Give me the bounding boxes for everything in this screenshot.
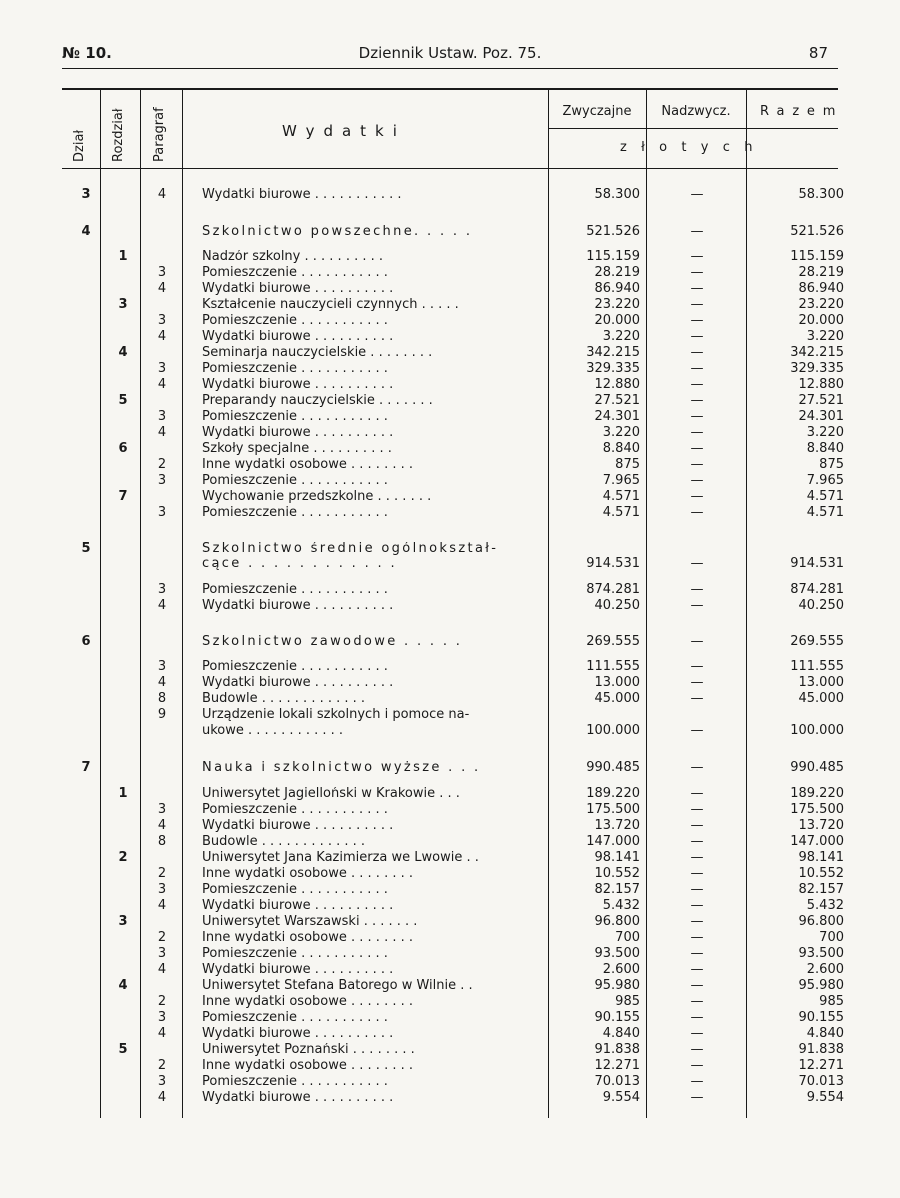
amount-razem: 12.271 [798, 1058, 844, 1073]
dzial-number: 6 [81, 634, 91, 649]
amount-razem: 342.215 [790, 345, 844, 360]
paragraf-number: 4 [157, 898, 167, 913]
amount-nadzwycz: — [690, 297, 704, 312]
row-description: Uniwersytet Jagielloński w Krakowie . . . [202, 787, 460, 801]
amount-nadzwycz: — [690, 505, 704, 520]
amount-nadzwycz: — [690, 946, 704, 961]
amount-razem: 58.300 [798, 187, 844, 202]
row-description: Pomieszczenie . . . . . . . . . . . [202, 803, 388, 817]
row-description: Uniwersytet Poznański . . . . . . . . [202, 1043, 415, 1057]
rozdzial-number: 1 [118, 249, 128, 264]
row-description: Inne wydatki osobowe . . . . . . . . [202, 1059, 413, 1073]
amount-zwyczajne: 91.838 [594, 1042, 640, 1057]
section-title: Szkolnictwo zawodowe . . . . . [202, 635, 463, 649]
amount-razem: 147.000 [790, 834, 844, 849]
amount-zwyczajne: 4.571 [602, 489, 640, 504]
amount-nadzwycz: — [690, 962, 704, 977]
col-header-paragraf: Paragraf [152, 107, 167, 162]
row-description: Wydatki biurowe . . . . . . . . . . [202, 378, 394, 392]
amount-zwyczajne: 189.220 [586, 786, 640, 801]
paragraf-number: 4 [157, 598, 167, 613]
section-title: Szkolnictwo średnie ogólnokształ- [202, 542, 499, 556]
row-description: Kształcenie nauczycieli czynnych . . . . . [202, 298, 459, 312]
amount-razem: 13.720 [798, 818, 844, 833]
amount-nadzwycz: — [690, 345, 704, 360]
dzial-number: 3 [81, 187, 91, 202]
amount-nadzwycz: — [690, 1074, 704, 1089]
amount-zwyczajne: 4.840 [602, 1026, 640, 1041]
paragraf-number: 3 [157, 505, 167, 520]
amount-zwyczajne: 28.219 [594, 265, 640, 280]
paragraf-number: 2 [157, 866, 167, 881]
amount-razem: 189.220 [790, 786, 844, 801]
amount-zwyczajne: 4.571 [602, 505, 640, 520]
amount-nadzwycz: — [690, 457, 704, 472]
row-description: Pomieszczenie . . . . . . . . . . . [202, 583, 388, 597]
row-description: Wydatki biurowe . . . . . . . . . . [202, 282, 394, 296]
paragraf-number: 4 [157, 329, 167, 344]
amount-razem: 23.220 [798, 297, 844, 312]
amount-zwyczajne: 269.555 [586, 634, 640, 649]
col-header-zwyczajne: Zwyczajne [562, 104, 632, 119]
paragraf-number: 3 [157, 1010, 167, 1025]
amount-razem: 95.980 [798, 978, 844, 993]
amount-razem: 521.526 [790, 224, 844, 239]
amount-nadzwycz: — [690, 556, 704, 571]
currency-divider [548, 128, 838, 129]
amount-zwyczajne: 10.552 [594, 866, 640, 881]
amount-razem: 5.432 [806, 898, 844, 913]
amount-razem: 28.219 [798, 265, 844, 280]
rozdzial-number: 1 [118, 786, 128, 801]
amount-nadzwycz: — [690, 691, 704, 706]
amount-razem: 115.159 [790, 249, 844, 264]
amount-razem: 3.220 [806, 425, 844, 440]
amount-nadzwycz: — [690, 760, 704, 775]
amount-razem: 4.840 [806, 1026, 844, 1041]
rozdzial-number: 3 [118, 914, 128, 929]
amount-nadzwycz: — [690, 1058, 704, 1073]
amount-razem: 985 [819, 994, 844, 1009]
paragraf-number: 4 [157, 425, 167, 440]
amount-zwyczajne: 82.157 [594, 882, 640, 897]
amount-razem: 329.335 [790, 361, 844, 376]
amount-zwyczajne: 2.600 [602, 962, 640, 977]
amount-zwyczajne: 58.300 [594, 187, 640, 202]
amount-razem: 8.840 [806, 441, 844, 456]
row-description: Wydatki biurowe . . . . . . . . . . [202, 1027, 394, 1041]
section-title: Szkolnictwo powszechne. . . . . [202, 225, 473, 239]
page-number: 87 [808, 44, 828, 62]
amount-zwyczajne: 100.000 [586, 723, 640, 738]
amount-razem: 45.000 [798, 691, 844, 706]
amount-razem: 9.554 [806, 1090, 844, 1105]
amount-nadzwycz: — [690, 361, 704, 376]
amount-razem: 90.155 [798, 1010, 844, 1025]
row-description: Budowle . . . . . . . . . . . . . [202, 692, 366, 706]
amount-nadzwycz: — [690, 659, 704, 674]
amount-zwyczajne: 86.940 [594, 281, 640, 296]
amount-razem: 96.800 [798, 914, 844, 929]
amount-razem: 990.485 [790, 760, 844, 775]
amount-zwyczajne: 342.215 [586, 345, 640, 360]
amount-nadzwycz: — [690, 377, 704, 392]
row-description: Uniwersytet Warszawski . . . . . . . [202, 915, 418, 929]
amount-razem: 875 [819, 457, 844, 472]
row-description: Preparandy nauczycielskie . . . . . . . [202, 394, 433, 408]
dzial-number: 7 [81, 760, 91, 775]
paragraf-number: 9 [157, 707, 167, 722]
amount-razem: 70.013 [798, 1074, 844, 1089]
amount-zwyczajne: 875 [615, 457, 640, 472]
row-description: ukowe . . . . . . . . . . . . [202, 724, 344, 738]
amount-zwyczajne: 329.335 [586, 361, 640, 376]
paragraf-number: 4 [157, 377, 167, 392]
amount-zwyczajne: 95.980 [594, 978, 640, 993]
amount-zwyczajne: 9.554 [602, 1090, 640, 1105]
amount-zwyczajne: 13.000 [594, 675, 640, 690]
amount-zwyczajne: 23.220 [594, 297, 640, 312]
amount-nadzwycz: — [690, 473, 704, 488]
amount-nadzwycz: — [690, 882, 704, 897]
paragraf-number: 2 [157, 457, 167, 472]
amount-razem: 40.250 [798, 598, 844, 613]
col-header-dzial: Dział [72, 129, 87, 162]
amount-zwyczajne: 5.432 [602, 898, 640, 913]
amount-razem: 100.000 [790, 723, 844, 738]
row-description: Wydatki biurowe . . . . . . . . . . [202, 899, 394, 913]
col-divider-rozdzial [140, 88, 141, 1118]
paragraf-number: 3 [157, 265, 167, 280]
amount-zwyczajne: 175.500 [586, 802, 640, 817]
rozdzial-number: 6 [118, 441, 128, 456]
col-header-wydatki: Wydatki [282, 122, 406, 140]
paragraf-number: 4 [157, 187, 167, 202]
row-description: Pomieszczenie . . . . . . . . . . . [202, 314, 388, 328]
paragraf-number: 2 [157, 930, 167, 945]
row-description: Budowle . . . . . . . . . . . . . [202, 835, 366, 849]
row-description: Pomieszczenie . . . . . . . . . . . [202, 1075, 388, 1089]
amount-nadzwycz: — [690, 224, 704, 239]
amount-razem: 874.281 [790, 582, 844, 597]
amount-razem: 175.500 [790, 802, 844, 817]
rozdzial-number: 4 [118, 978, 128, 993]
amount-zwyczajne: 521.526 [586, 224, 640, 239]
row-description: Uniwersytet Stefana Batorego w Wilnie . . [202, 979, 473, 993]
paragraf-number: 3 [157, 582, 167, 597]
amount-razem: 24.301 [798, 409, 844, 424]
paragraf-number: 2 [157, 1058, 167, 1073]
row-description: Wydatki biurowe . . . . . . . . . . [202, 599, 394, 613]
amount-nadzwycz: — [690, 265, 704, 280]
amount-zwyczajne: 27.521 [594, 393, 640, 408]
row-description: Wydatki biurowe . . . . . . . . . . . [202, 188, 402, 202]
row-description: Nadzór szkolny . . . . . . . . . . [202, 250, 384, 264]
rozdzial-number: 5 [118, 393, 128, 408]
amount-zwyczajne: 20.000 [594, 313, 640, 328]
col-header-rozdzial: Rozdział [111, 108, 126, 162]
amount-nadzwycz: — [690, 425, 704, 440]
amount-razem: 82.157 [798, 882, 844, 897]
amount-razem: 2.600 [806, 962, 844, 977]
amount-nadzwycz: — [690, 313, 704, 328]
row-description: Wydatki biurowe . . . . . . . . . . [202, 426, 394, 440]
paragraf-number: 4 [157, 281, 167, 296]
amount-razem: 269.555 [790, 634, 844, 649]
col-divider-paragraf [182, 88, 183, 1118]
amount-nadzwycz: — [690, 818, 704, 833]
amount-razem: 91.838 [798, 1042, 844, 1057]
row-description: Pomieszczenie . . . . . . . . . . . [202, 266, 388, 280]
amount-razem: 12.880 [798, 377, 844, 392]
amount-zwyczajne: 147.000 [586, 834, 640, 849]
amount-razem: 3.220 [806, 329, 844, 344]
amount-zwyczajne: 70.013 [594, 1074, 640, 1089]
amount-zwyczajne: 13.720 [594, 818, 640, 833]
col-header-razem: Razem [760, 104, 844, 119]
amount-razem: 10.552 [798, 866, 844, 881]
col-header-nadzwycz: Nadzwycz. [661, 104, 731, 119]
amount-zwyczajne: 7.965 [602, 473, 640, 488]
row-description: Wydatki biurowe . . . . . . . . . . [202, 1091, 394, 1105]
rozdzial-number: 2 [118, 850, 128, 865]
row-description: Pomieszczenie . . . . . . . . . . . [202, 362, 388, 376]
amount-nadzwycz: — [690, 187, 704, 202]
amount-razem: 4.571 [806, 489, 844, 504]
amount-nadzwycz: — [690, 634, 704, 649]
amount-razem: 27.521 [798, 393, 844, 408]
amount-razem: 93.500 [798, 946, 844, 961]
row-description: Pomieszczenie . . . . . . . . . . . [202, 410, 388, 424]
col-divider-zwyczajne [646, 88, 647, 1118]
amount-zwyczajne: 12.880 [594, 377, 640, 392]
paragraf-number: 3 [157, 409, 167, 424]
amount-nadzwycz: — [690, 978, 704, 993]
row-description: Inne wydatki osobowe . . . . . . . . [202, 931, 413, 945]
amount-razem: 4.571 [806, 505, 844, 520]
amount-nadzwycz: — [690, 249, 704, 264]
amount-nadzwycz: — [690, 850, 704, 865]
amount-nadzwycz: — [690, 329, 704, 344]
row-description: Wydatki biurowe . . . . . . . . . . [202, 676, 394, 690]
amount-nadzwycz: — [690, 409, 704, 424]
row-description: Pomieszczenie . . . . . . . . . . . [202, 1011, 388, 1025]
amount-nadzwycz: — [690, 723, 704, 738]
amount-nadzwycz: — [690, 1090, 704, 1105]
amount-razem: 98.141 [798, 850, 844, 865]
amount-zwyczajne: 45.000 [594, 691, 640, 706]
amount-zwyczajne: 90.155 [594, 1010, 640, 1025]
issue-number: № 10. [62, 44, 112, 62]
amount-zwyczajne: 12.271 [594, 1058, 640, 1073]
amount-zwyczajne: 98.141 [594, 850, 640, 865]
amount-nadzwycz: — [690, 582, 704, 597]
paragraf-number: 4 [157, 962, 167, 977]
amount-zwyczajne: 8.840 [602, 441, 640, 456]
amount-zwyczajne: 985 [615, 994, 640, 1009]
paragraf-number: 4 [157, 675, 167, 690]
paragraf-number: 3 [157, 313, 167, 328]
amount-razem: 700 [819, 930, 844, 945]
amount-zwyczajne: 3.220 [602, 329, 640, 344]
amount-nadzwycz: — [690, 1010, 704, 1025]
header-bottom-rule [62, 168, 838, 169]
paragraf-number: 2 [157, 994, 167, 1009]
journal-title: Dziennik Ustaw. Poz. 75. [358, 44, 542, 62]
header-rule [62, 68, 838, 69]
col-header-unit: złotych [620, 140, 767, 155]
row-description: Pomieszczenie . . . . . . . . . . . [202, 506, 388, 520]
amount-zwyczajne: 40.250 [594, 598, 640, 613]
page-header [0, 44, 900, 66]
row-description: Pomieszczenie . . . . . . . . . . . [202, 947, 388, 961]
amount-razem: 111.555 [790, 659, 844, 674]
paragraf-number: 4 [157, 1026, 167, 1041]
row-description: Wychowanie przedszkolne . . . . . . . [202, 490, 432, 504]
paragraf-number: 3 [157, 361, 167, 376]
row-description: Uniwersytet Jana Kazimierza we Lwowie . . [202, 851, 479, 865]
row-description: Inne wydatki osobowe . . . . . . . . [202, 995, 413, 1009]
row-description: Wydatki biurowe . . . . . . . . . . [202, 330, 394, 344]
amount-nadzwycz: — [690, 930, 704, 945]
amount-nadzwycz: — [690, 675, 704, 690]
paragraf-number: 4 [157, 818, 167, 833]
row-description: Wydatki biurowe . . . . . . . . . . [202, 819, 394, 833]
paragraf-number: 3 [157, 946, 167, 961]
amount-nadzwycz: — [690, 994, 704, 1009]
amount-nadzwycz: — [690, 489, 704, 504]
amount-razem: 13.000 [798, 675, 844, 690]
row-description: Inne wydatki osobowe . . . . . . . . [202, 458, 413, 472]
row-description: Wydatki biurowe . . . . . . . . . . [202, 963, 394, 977]
paragraf-number: 4 [157, 1090, 167, 1105]
row-description: Pomieszczenie . . . . . . . . . . . [202, 883, 388, 897]
amount-nadzwycz: — [690, 898, 704, 913]
row-description: Pomieszczenie . . . . . . . . . . . [202, 474, 388, 488]
amount-nadzwycz: — [690, 1042, 704, 1057]
row-description: Seminarja nauczycielskie . . . . . . . . [202, 346, 433, 360]
amount-zwyczajne: 700 [615, 930, 640, 945]
paragraf-number: 8 [157, 834, 167, 849]
amount-zwyczajne: 115.159 [586, 249, 640, 264]
amount-razem: 914.531 [790, 556, 844, 571]
paragraf-number: 8 [157, 691, 167, 706]
row-description: Szkoły specjalne . . . . . . . . . . [202, 442, 392, 456]
amount-zwyczajne: 3.220 [602, 425, 640, 440]
amount-razem: 7.965 [806, 473, 844, 488]
rozdzial-number: 3 [118, 297, 128, 312]
row-description: Urządzenie lokali szkolnych i pomoce na- [202, 708, 470, 722]
amount-zwyczajne: 874.281 [586, 582, 640, 597]
paragraf-number: 3 [157, 473, 167, 488]
rozdzial-number: 4 [118, 345, 128, 360]
amount-nadzwycz: — [690, 281, 704, 296]
row-description: Pomieszczenie . . . . . . . . . . . [202, 660, 388, 674]
amount-nadzwycz: — [690, 802, 704, 817]
paragraf-number: 3 [157, 659, 167, 674]
amount-zwyczajne: 93.500 [594, 946, 640, 961]
amount-nadzwycz: — [690, 834, 704, 849]
amount-razem: 20.000 [798, 313, 844, 328]
amount-nadzwycz: — [690, 866, 704, 881]
paragraf-number: 3 [157, 802, 167, 817]
amount-nadzwycz: — [690, 914, 704, 929]
amount-nadzwycz: — [690, 1026, 704, 1041]
col-divider-nadzwycz [746, 88, 747, 1118]
amount-nadzwycz: — [690, 598, 704, 613]
paragraf-number: 3 [157, 1074, 167, 1089]
rozdzial-number: 5 [118, 1042, 128, 1057]
amount-nadzwycz: — [690, 441, 704, 456]
amount-nadzwycz: — [690, 786, 704, 801]
amount-zwyczajne: 96.800 [594, 914, 640, 929]
dzial-number: 5 [81, 541, 91, 556]
rozdzial-number: 7 [118, 489, 128, 504]
amount-nadzwycz: — [690, 393, 704, 408]
section-title: cące . . . . . . . . . . . . [202, 557, 397, 571]
table-top-rule [62, 88, 838, 90]
amount-zwyczajne: 914.531 [586, 556, 640, 571]
amount-razem: 86.940 [798, 281, 844, 296]
paragraf-number: 3 [157, 882, 167, 897]
amount-zwyczajne: 990.485 [586, 760, 640, 775]
row-description: Inne wydatki osobowe . . . . . . . . [202, 867, 413, 881]
col-divider-dzial [100, 88, 101, 1118]
dzial-number: 4 [81, 224, 91, 239]
amount-zwyczajne: 111.555 [586, 659, 640, 674]
section-title: Nauka i szkolnictwo wyższe . . . [202, 761, 481, 775]
amount-zwyczajne: 24.301 [594, 409, 640, 424]
